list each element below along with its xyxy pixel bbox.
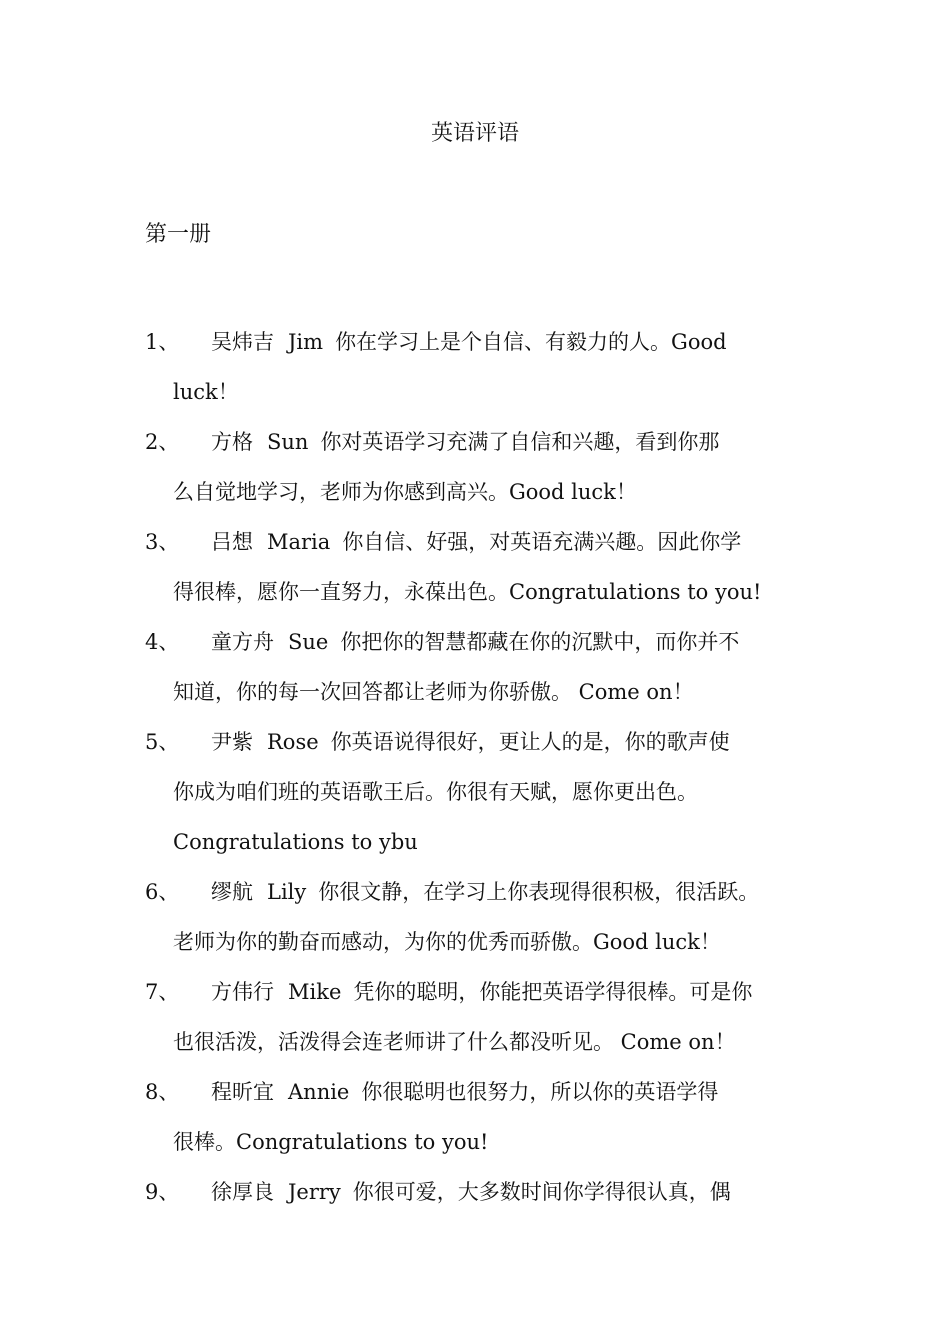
comment-list bbox=[145, 317, 810, 1217]
student-name: 徐厚良 bbox=[211, 1180, 274, 1204]
entry-number: 3、 bbox=[145, 530, 180, 554]
comment-entry-1 bbox=[145, 317, 810, 417]
student-name: 童方舟 bbox=[211, 630, 274, 654]
student-name: 吴炜吉 bbox=[211, 330, 274, 354]
english-name: Mike bbox=[288, 980, 342, 1004]
comment-continuation: 很棒。Congratulations to you! bbox=[173, 1130, 489, 1154]
entry-number: 6、 bbox=[145, 880, 180, 904]
student-name: 程昕宜 bbox=[211, 1080, 274, 1104]
comment-continuation: 老师为你的勤奋而感动，为你的优秀而骄傲。Good luck！ bbox=[173, 930, 721, 954]
comment-continuation: Congratulations to ybu bbox=[173, 830, 418, 854]
comment-continuation: 得很棒，愿你一直努力，永葆出色。Congratulations to you! bbox=[173, 580, 762, 604]
comment-entry-7 bbox=[145, 967, 810, 1067]
english-name: Annie bbox=[288, 1080, 350, 1104]
entry-number: 1、 bbox=[145, 330, 180, 354]
comment-continuation: 也很活泼，活泼得会连老师讲了什么都没听见。 Come on！ bbox=[173, 1030, 736, 1054]
english-name: Sun bbox=[267, 430, 309, 454]
entry-number: 7、 bbox=[145, 980, 180, 1004]
english-name: Rose bbox=[267, 730, 319, 754]
volume-heading: 第一册 bbox=[145, 222, 212, 247]
comment-continuation: luck！ bbox=[173, 380, 239, 404]
student-name: 方格 bbox=[211, 430, 253, 454]
comment-text: 你很文静，在学习上你表现得很积极，很活跃。 bbox=[318, 880, 760, 904]
english-name: Maria bbox=[267, 530, 331, 554]
comment-entry-3 bbox=[145, 517, 810, 617]
comment-entry-5 bbox=[145, 717, 810, 867]
comment-text: 你自信、好强，对英语充满兴趣。因此你学 bbox=[342, 530, 742, 554]
student-name: 尹紫 bbox=[211, 730, 253, 754]
entry-number: 9、 bbox=[145, 1180, 180, 1204]
comment-entry-4 bbox=[145, 617, 810, 717]
entry-number: 2、 bbox=[145, 430, 180, 454]
comment-text: 你在学习上是个自信、有毅力的人。Good bbox=[335, 330, 727, 354]
comment-text: 你英语说得很好，更让人的是，你的歌声使 bbox=[330, 730, 730, 754]
entry-number: 4、 bbox=[145, 630, 180, 654]
comment-text: 凭你的聪明，你能把英语学得很棒。可是你 bbox=[353, 980, 753, 1004]
comment-entry-6 bbox=[145, 867, 810, 967]
student-name: 缪航 bbox=[211, 880, 253, 904]
english-name: Jerry bbox=[288, 1180, 341, 1204]
english-name: Lily bbox=[267, 880, 307, 904]
document-title: 英语评语 bbox=[430, 121, 519, 146]
student-name: 方伟行 bbox=[211, 980, 274, 1004]
comment-continuation: 知道，你的每一次回答都让老师为你骄傲。 Come on！ bbox=[173, 680, 694, 704]
student-name: 吕想 bbox=[211, 530, 253, 554]
entry-number: 8、 bbox=[145, 1080, 180, 1104]
comment-entry-2 bbox=[145, 417, 810, 517]
comment-entry-9 bbox=[145, 1167, 810, 1217]
english-name: Sue bbox=[288, 630, 329, 654]
comment-text: 你把你的智慧都藏在你的沉默中，而你并不 bbox=[340, 630, 740, 654]
entry-number: 5、 bbox=[145, 730, 180, 754]
comment-text: 你对英语学习充满了自信和兴趣，看到你那 bbox=[320, 430, 720, 454]
comment-continuation: 么自觉地学习，老师为你感到高兴。Good luck！ bbox=[173, 480, 637, 504]
comment-text: 你很聪明也很努力，所以你的英语学得 bbox=[361, 1080, 719, 1104]
comment-continuation: 你成为咱们班的英语歌王后。你很有天赋，愿你更出色。 bbox=[173, 780, 698, 804]
english-name: Jim bbox=[288, 330, 324, 354]
comment-entry-8 bbox=[145, 1067, 810, 1167]
comment-text: 你很可爱，大多数时间你学得很认真，偶 bbox=[352, 1180, 731, 1204]
